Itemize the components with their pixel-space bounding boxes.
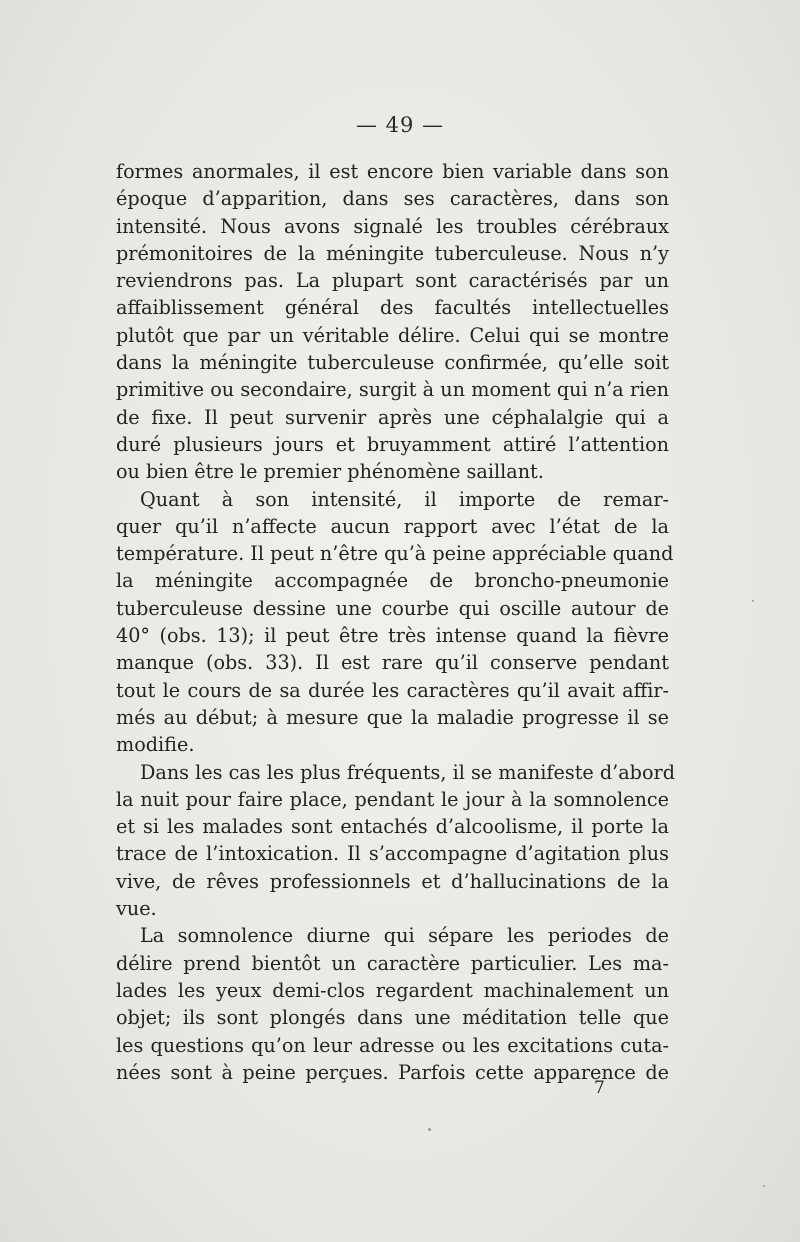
text-line: quer qu’il n’affecte aucun rapport avec l’état de la xyxy=(116,514,669,538)
text-line: reviendrons pas. La plupart sont caractérisés par un xyxy=(116,269,669,293)
text-line: primitive ou secondaire, surgit à un moment qui n’a rien xyxy=(116,378,669,402)
text-line: délire prend bientôt un caractère particulier. Les ma- xyxy=(116,951,669,975)
text-line: més au début; à mesure que la maladie progresse il se xyxy=(116,705,669,729)
paper-speck xyxy=(752,600,754,602)
text-line: intensité. Nous avons signalé les troubles cérébraux xyxy=(116,214,669,238)
text-line: tuberculeuse dessine une courbe qui oscille autour de xyxy=(116,596,669,620)
text-line: nées sont à peine perçues. Parfois cette apparence de xyxy=(116,1060,669,1084)
text-line: les questions qu’on leur adresse ou les excitations cuta- xyxy=(116,1033,669,1057)
text-line: objet; ils sont plongés dans une méditation telle que xyxy=(116,1006,669,1030)
body-text xyxy=(116,158,675,1086)
paragraph-start-line: La somnolence diurne qui sépare les periodes de xyxy=(140,924,669,948)
text-line: dans la méningite tuberculeuse confirmée, qu’elle soit xyxy=(116,351,669,375)
text-line: duré plusieurs jours et bruyamment attiré l’attention xyxy=(116,432,669,456)
text-line: ou bien être le premier phénomène saillant. xyxy=(116,460,544,484)
text-line: modifie. xyxy=(116,733,195,757)
text-line: de fixe. Il peut survenir après une céphalalgie qui a xyxy=(116,405,669,429)
text-line: vive, de rêves professionnels et d’hallucinations de la xyxy=(116,869,669,893)
paper-speck xyxy=(763,1185,765,1187)
text-line: tout le cours de sa durée les caractères qu’il avait affir- xyxy=(116,678,669,702)
text-line: 40° (obs. 13); il peut être très intense quand la fièvre xyxy=(116,624,669,648)
text-line: lades les yeux demi-clos regardent machinalement un xyxy=(116,978,669,1002)
text-line: manque (obs. 33). Il est rare qu’il conserve pendant xyxy=(116,651,669,675)
text-line: et si les malades sont entachés d’alcoolisme, il porte la xyxy=(116,815,669,839)
paper-speck xyxy=(428,1128,431,1131)
text-line: prémonitoires de la méningite tuberculeuse. Nous n’y xyxy=(116,241,669,265)
paragraph-start-line: Quant à son intensité, il importe de remar- xyxy=(140,487,669,511)
text-line: vue. xyxy=(116,897,157,921)
text-line: la nuit pour faire place, pendant le jour à la somnolence xyxy=(116,787,669,811)
text-line: trace de l’intoxication. Il s’accompagne d’agitation plus xyxy=(116,842,669,866)
text-line: affaiblissement général des facultés intellectuelles xyxy=(116,296,669,320)
text-line: plutôt que par un véritable délire. Celui qui se montre xyxy=(116,323,669,347)
signature-mark: 7 xyxy=(594,1078,605,1098)
text-line: température. Il peut n’être qu’à peine appréciable quand xyxy=(116,542,674,566)
paragraph-start-line: Dans les cas les plus fréquents, il se manifeste d’abord xyxy=(140,760,675,784)
text-line: époque d’apparition, dans ses caractères, dans son xyxy=(116,187,669,211)
text-line: la méningite accompagnée de broncho-pneumonie xyxy=(116,569,669,593)
page-number: — 49 — xyxy=(355,113,445,137)
text-line: formes anormales, il est encore bien variable dans son xyxy=(116,160,669,183)
